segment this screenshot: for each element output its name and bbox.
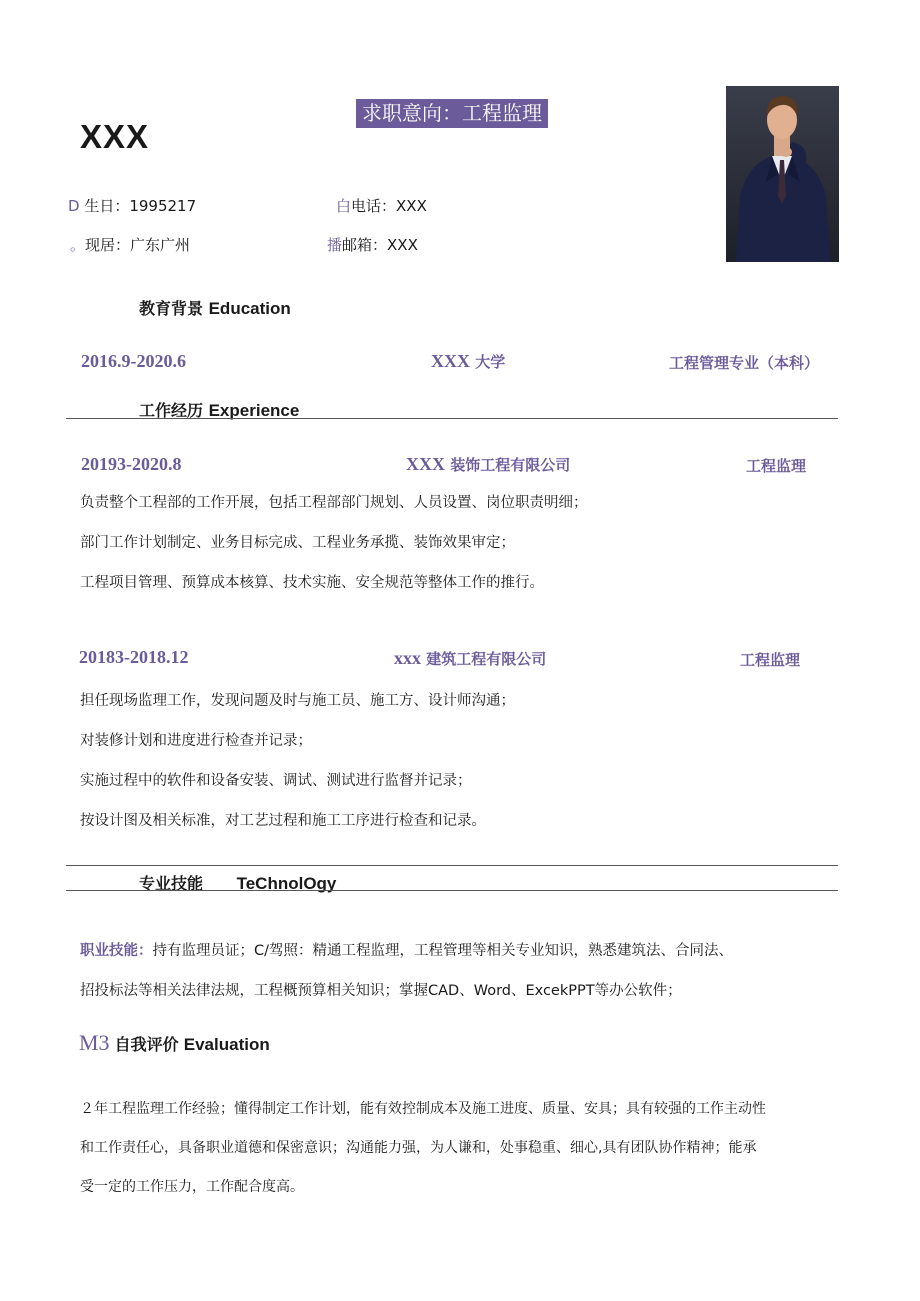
job-duty-line: 按设计图及相关标准，对工艺过程和施工工序进行检查和记录。 <box>80 813 486 829</box>
skills-title-en: TeChnolOgy <box>236 874 337 893</box>
job-duty-line: 部门工作计划制定、业务目标完成、工程业务承揽、装饰效果审定； <box>80 535 515 551</box>
job-duty-line: 负责整个工程部的工作开展，包括工程部部门规划、人员设置、岗位职责明细； <box>80 495 588 511</box>
birth-value: 生日：1995217 <box>84 197 197 215</box>
email-row <box>327 234 418 255</box>
job-role: 工程监理 <box>740 651 801 669</box>
education-school <box>431 351 505 372</box>
evaluation-section-title <box>79 1030 270 1056</box>
evaluation-title-cn: 自我评价 <box>114 1035 179 1054</box>
experience-title-en: Experience <box>208 401 300 420</box>
experience-divider <box>66 418 838 419</box>
residence-row <box>70 234 190 255</box>
skills-text: 持有监理员证；C/驾照：精通工程监理，工程管理等相关专业知识，熟悉建筑法、合同法、 <box>152 943 734 959</box>
phone-row <box>336 195 427 216</box>
education-title-en: Education <box>208 299 291 318</box>
birth-row <box>68 195 196 216</box>
birth-icon: D <box>68 197 80 215</box>
company-prefix: xxx <box>394 648 421 668</box>
evaluation-line: ２年工程监理工作经验；懂得制定工作计划，能有效控制成本及施工进度、质量、安具；具有较强的工作主动性 <box>80 1101 766 1117</box>
profile-photo <box>726 86 839 262</box>
school-suffix: 大学 <box>475 353 506 371</box>
skills-divider-top <box>66 865 838 866</box>
job-duty-line: 工程项目管理、预算成本核算、技术实施、安全规范等整体工作的推行。 <box>80 575 544 591</box>
education-period: 2016.9-2020.6 <box>81 351 186 371</box>
candidate-name: XXX <box>80 118 150 155</box>
job-company <box>406 454 570 475</box>
school-prefix: XXX <box>431 351 470 371</box>
job-intent-badge: 求职意向：工程监理 <box>356 99 548 128</box>
job-duty-line: 实施过程中的软件和设备安装、调试、测试进行监督并记录； <box>80 773 472 789</box>
company-suffix: 建筑工程有限公司 <box>426 650 547 668</box>
email-value: 邮箱：XXX <box>342 236 418 254</box>
job-duty-line: 对装修计划和进度进行检查并记录； <box>80 733 312 749</box>
job-duty-line: 担任现场监理工作，发现问题及时与施工员、施工方、设计师沟通； <box>80 693 515 709</box>
job-company <box>394 648 546 669</box>
job-period: 20183-2018.12 <box>79 647 189 667</box>
skills-label: 职业技能： <box>80 943 153 959</box>
experience-title-cn: 工作经历 <box>139 401 204 420</box>
education-major: 工程管理专业（本科） <box>669 354 820 372</box>
residence-icon: 。 <box>70 236 86 254</box>
residence-value: 现居：广东广州 <box>85 236 191 254</box>
phone-value: 电话：XXX <box>351 197 427 215</box>
evaluation-line: 和工作责任心，具备职业道德和保密意识；沟通能力强，为人谦和，处事稳重、细心,具有团队协作精神；能承 <box>80 1140 757 1156</box>
phone-icon: 白 <box>336 197 352 215</box>
job-role: 工程监理 <box>746 457 807 475</box>
education-title-cn: 教育背景 <box>139 299 204 318</box>
skills-title-cn: 专业技能 <box>139 874 204 893</box>
company-prefix: XXX <box>406 454 445 474</box>
email-icon: 播 <box>327 236 343 254</box>
company-suffix: 装饰工程有限公司 <box>450 456 571 474</box>
evaluation-icon: M3 <box>79 1030 110 1055</box>
job-period: 20193-2020.8 <box>81 454 182 474</box>
skills-divider-bottom <box>66 890 838 891</box>
evaluation-line: 受一定的工作压力，工作配合度高。 <box>80 1179 304 1195</box>
skills-line: 招投标法等相关法律法规，工程概预算相关知识；掌握CAD、Word、ExcekPPT等办公软件； <box>80 983 682 999</box>
skills-line <box>80 939 733 960</box>
evaluation-title-en: Evaluation <box>183 1035 270 1054</box>
education-section-title <box>139 296 291 319</box>
person-photo-icon <box>726 86 839 262</box>
